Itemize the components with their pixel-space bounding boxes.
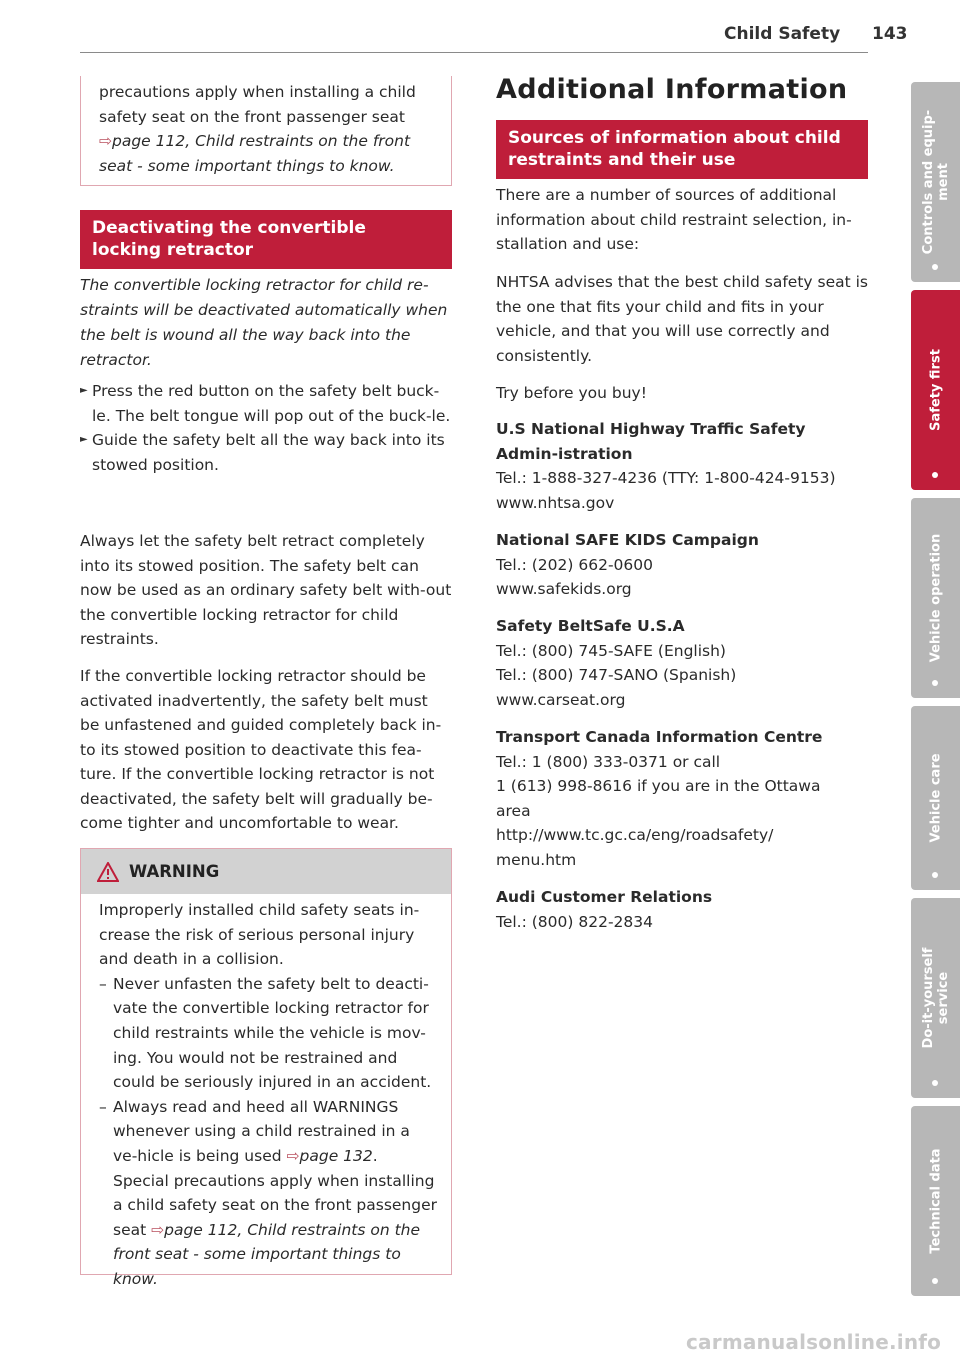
warning-lead: Improperly installed child safety seats in-crease the risk of serious personal injury and death in a collision.: [99, 901, 420, 969]
section-heading-sources: Sources of information about child restraints and their use: [496, 120, 868, 179]
warning-item: – Always read and heed all WARNINGS whenever using a child restrained in a ve-hicle is being used ⇨page 132. Special precautions apply when installing a child safety seat on the front passenger seat ⇨page 112, Child restraints on the front seat - some important things to know.: [99, 1095, 437, 1292]
continued-precaution-box: [80, 76, 452, 186]
page-title: Additional Information: [496, 74, 848, 105]
contact-entry: [496, 725, 868, 872]
contact-link[interactable]: www.safekids.org: [496, 580, 632, 598]
side-tab-safety-first[interactable]: Safety first: [911, 290, 960, 490]
section-heading-deactivating: Deactivating the convertible locking retractor: [80, 210, 452, 269]
cross-reference-arrow-icon: ⇨: [286, 1146, 300, 1165]
precaution-text: precautions apply when installing a child safety seat on the front passenger seat ⇨page 112, Child restraints on the front seat - some important things to know.: [99, 83, 416, 175]
contact-name: Audi Customer Relations: [496, 888, 713, 906]
contact-line: Tel.: (800) 745-SAFE (English): [496, 641, 726, 660]
contact-entry: [496, 528, 868, 602]
contact-line: Tel.: (800) 822-2834: [496, 912, 653, 931]
instruction-steps: [80, 379, 452, 477]
tab-dot-icon: [932, 1278, 938, 1284]
page-number: 143: [872, 24, 908, 44]
body-paragraph: If the convertible locking retractor should be activated inadvertently, the safety belt must be unfastened and guided completely back in-to its stowed position to deactivate this fea-ture. If the convertible locking retractor is not deactivated, the safety belt will gradually be-come tighter and uncomfortable to wear.: [80, 667, 442, 832]
warning-header: [81, 849, 451, 894]
tab-dot-icon: [932, 1080, 938, 1086]
running-header-section: Child Safety: [724, 24, 841, 44]
contact-name: National SAFE KIDS Campaign: [496, 531, 759, 549]
contact-name: Safety BeltSafe U.S.A: [496, 617, 685, 635]
body-paragraph: There are a number of sources of additional information about child restraint selection, in-stallation and use:: [496, 186, 852, 253]
contact-entry: [496, 614, 868, 712]
cross-reference-arrow-icon: ⇨: [99, 132, 112, 150]
contact-link[interactable]: www.nhtsa.gov: [496, 493, 615, 512]
tab-dot-icon: [932, 872, 938, 878]
warning-body: [81, 894, 451, 1292]
side-tab-controls[interactable]: Controls and equip- ment: [911, 82, 960, 282]
body-paragraph: NHTSA advises that the best child safety seat is the one that fits your child and fits in your vehicle, and that you will use correctly and consistently.: [496, 273, 868, 365]
instruction-step: ► Press the red button on the safety belt buck-le. The belt tongue will pop out of the buck-le.: [80, 379, 452, 428]
cross-reference-link[interactable]: page 112, Child restraints on the front seat - some important things to know.: [99, 132, 411, 175]
intro-paragraph: The convertible locking retractor for child re-straints will be deactivated automatically when the belt is wound all the way back into the retractor.: [80, 276, 448, 369]
body-paragraph: Try before you buy!: [496, 384, 647, 402]
contact-line: Tel.: 1-888-327-4236 (TTY: 1-800-424-9153): [496, 469, 836, 487]
contact-link[interactable]: www.carseat.org: [496, 690, 626, 709]
contact-entry: [496, 417, 868, 515]
contact-name: Transport Canada Information Centre: [496, 728, 823, 746]
warning-triangle-icon: [97, 862, 119, 882]
header-rule: [80, 52, 868, 53]
cross-reference-link[interactable]: page 112, Child restraints on the front seat - some important things to know.: [113, 1220, 421, 1288]
contact-link[interactable]: http://www.tc.gc.ca/eng/roadsafety/ menu.htm: [496, 826, 774, 869]
warning-item: – Never unfasten the safety belt to deacti-vate the convertible locking retractor for child restraints while the vehicle is mov-ing. You would not be restrained and could be seriously injured in an accident.: [99, 972, 437, 1095]
warning-box: [80, 848, 452, 1288]
contact-name: U.S National Highway Traffic Safety Admin-istration: [496, 420, 806, 463]
contact-line: 1 (613) 998-8616 if you are in the Ottawa area: [496, 777, 821, 820]
contact-line: Tel.: (202) 662-0600: [496, 555, 653, 574]
tab-dot-icon: [932, 680, 938, 686]
side-tab-vehicle-operation[interactable]: Vehicle operation: [911, 498, 960, 698]
cross-reference-arrow-icon: ⇨: [151, 1220, 165, 1239]
contact-entry: [496, 885, 868, 934]
body-paragraph: Always let the safety belt retract completely into its stowed position. The safety belt can now be used as an ordinary safety belt with-out the convertible locking retractor for child restraints.: [80, 532, 452, 648]
side-tab-vehicle-care[interactable]: Vehicle care: [911, 706, 960, 890]
contact-line: Tel.: 1 (800) 333-0371 or call: [496, 752, 721, 771]
cross-reference-link[interactable]: page 132: [299, 1146, 373, 1165]
tab-dot-icon: [932, 264, 938, 270]
side-tab-do-it-yourself[interactable]: Do-it-yourself service: [911, 898, 960, 1098]
tab-dot-icon: [932, 472, 938, 478]
contact-line: Tel.: (800) 747-SANO (Spanish): [496, 666, 737, 684]
watermark: carmanualsonline.info: [686, 1330, 942, 1354]
side-tab-technical-data[interactable]: Technical data: [911, 1106, 960, 1296]
warning-title: WARNING: [129, 862, 220, 881]
instruction-step: ► Guide the safety belt all the way back into its stowed position.: [80, 428, 452, 477]
